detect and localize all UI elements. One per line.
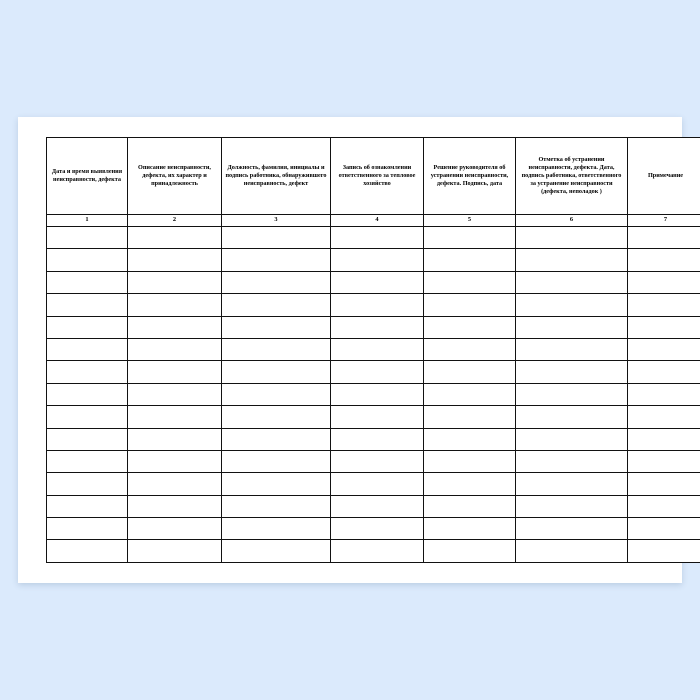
- table-cell[interactable]: [222, 227, 331, 249]
- table-cell[interactable]: [47, 406, 128, 428]
- table-row: [47, 338, 700, 360]
- table-cell[interactable]: [424, 294, 516, 316]
- table-cell[interactable]: [128, 406, 222, 428]
- table-cell[interactable]: [516, 518, 628, 540]
- table-cell[interactable]: [628, 540, 700, 562]
- table-row: [47, 383, 700, 405]
- column-header-resolution-mark: Отметка об устранении неисправности, дефекта. Дата, подпись работника, ответственного за устранение неисправности (дефекта, неполадок ): [516, 138, 628, 215]
- table-row: [47, 316, 700, 338]
- table-cell[interactable]: [628, 383, 700, 405]
- table-cell[interactable]: [222, 271, 331, 293]
- table-cell[interactable]: [222, 361, 331, 383]
- table-cell[interactable]: [628, 249, 700, 271]
- table-cell[interactable]: [516, 227, 628, 249]
- table-cell[interactable]: [222, 495, 331, 517]
- table-cell[interactable]: [331, 316, 424, 338]
- table-row: [47, 271, 700, 293]
- table-cell[interactable]: [222, 383, 331, 405]
- table-cell[interactable]: [628, 271, 700, 293]
- header-row: [47, 138, 700, 215]
- table-cell[interactable]: [128, 473, 222, 495]
- table-cell[interactable]: [516, 294, 628, 316]
- table-cell[interactable]: [222, 249, 331, 271]
- table-cell[interactable]: [331, 383, 424, 405]
- table-row: [47, 361, 700, 383]
- column-header-discoverer: Должность, фамилия, инициалы и подпись работника, обнаружившего неисправность, дефект: [222, 138, 331, 215]
- table-cell[interactable]: [628, 473, 700, 495]
- table-cell[interactable]: [424, 271, 516, 293]
- column-header-manager-decision: Решение руководителя об устранении неисправности, дефекта. Подпись, дата: [424, 138, 516, 215]
- table-cell[interactable]: [128, 495, 222, 517]
- table-cell[interactable]: [628, 518, 700, 540]
- table-cell[interactable]: [47, 227, 128, 249]
- column-header-description: Описание неисправности, дефекта, их характер и принадлежность: [128, 138, 222, 215]
- table-cell[interactable]: [47, 428, 128, 450]
- table-cell[interactable]: [516, 361, 628, 383]
- journal-table-container: [46, 137, 684, 563]
- table-cell[interactable]: [47, 450, 128, 472]
- table-cell[interactable]: [128, 271, 222, 293]
- table-cell[interactable]: [47, 271, 128, 293]
- column-number-5: 5: [424, 215, 516, 227]
- table-cell[interactable]: [222, 518, 331, 540]
- column-number-3: 3: [222, 215, 331, 227]
- table-cell[interactable]: [516, 450, 628, 472]
- table-cell[interactable]: [222, 450, 331, 472]
- table-cell[interactable]: [628, 294, 700, 316]
- table-cell[interactable]: [331, 518, 424, 540]
- table-cell[interactable]: [424, 473, 516, 495]
- table-cell[interactable]: [516, 316, 628, 338]
- table-row: [47, 473, 700, 495]
- table-cell[interactable]: [128, 249, 222, 271]
- table-cell[interactable]: [628, 406, 700, 428]
- table-cell[interactable]: [516, 249, 628, 271]
- table-cell[interactable]: [424, 406, 516, 428]
- table-cell[interactable]: [628, 450, 700, 472]
- table-header: [47, 138, 700, 227]
- table-cell[interactable]: [516, 495, 628, 517]
- table-cell[interactable]: [628, 227, 700, 249]
- table-row: [47, 406, 700, 428]
- table-cell[interactable]: [516, 428, 628, 450]
- table-cell[interactable]: [47, 540, 128, 562]
- table-cell[interactable]: [424, 495, 516, 517]
- table-cell[interactable]: [331, 473, 424, 495]
- table-cell[interactable]: [628, 316, 700, 338]
- table-cell[interactable]: [47, 383, 128, 405]
- table-cell[interactable]: [47, 518, 128, 540]
- table-cell[interactable]: [628, 428, 700, 450]
- journal-table: [46, 137, 700, 563]
- table-cell[interactable]: [128, 361, 222, 383]
- document-page: [18, 117, 682, 583]
- table-cell[interactable]: [424, 249, 516, 271]
- table-cell[interactable]: [331, 450, 424, 472]
- table-cell[interactable]: [222, 428, 331, 450]
- table-cell[interactable]: [331, 338, 424, 360]
- table-cell[interactable]: [47, 338, 128, 360]
- table-cell[interactable]: [331, 495, 424, 517]
- table-cell[interactable]: [222, 406, 331, 428]
- column-header-notes: Примечание: [628, 138, 700, 215]
- table-cell[interactable]: [128, 428, 222, 450]
- table-cell[interactable]: [128, 450, 222, 472]
- table-cell[interactable]: [331, 361, 424, 383]
- table-cell[interactable]: [222, 540, 331, 562]
- table-cell[interactable]: [128, 338, 222, 360]
- table-cell[interactable]: [331, 406, 424, 428]
- table-cell[interactable]: [222, 294, 331, 316]
- table-cell[interactable]: [331, 540, 424, 562]
- column-number-row: [47, 215, 700, 227]
- table-cell[interactable]: [47, 249, 128, 271]
- table-cell[interactable]: [516, 383, 628, 405]
- table-cell[interactable]: [516, 271, 628, 293]
- table-cell[interactable]: [222, 473, 331, 495]
- table-cell[interactable]: [331, 271, 424, 293]
- table-row: [47, 428, 700, 450]
- table-cell[interactable]: [47, 294, 128, 316]
- table-cell[interactable]: [128, 540, 222, 562]
- table-cell[interactable]: [128, 294, 222, 316]
- table-cell[interactable]: [516, 473, 628, 495]
- table-cell[interactable]: [128, 227, 222, 249]
- table-cell[interactable]: [128, 518, 222, 540]
- table-cell[interactable]: [516, 338, 628, 360]
- table-cell[interactable]: [424, 450, 516, 472]
- table-cell[interactable]: [628, 338, 700, 360]
- table-cell[interactable]: [424, 227, 516, 249]
- table-cell[interactable]: [331, 428, 424, 450]
- column-number-4: 4: [331, 215, 424, 227]
- table-cell[interactable]: [47, 495, 128, 517]
- table-cell[interactable]: [331, 249, 424, 271]
- column-header-acknowledgement: Запись об ознакомлении ответственного за тепловое хозяйство: [331, 138, 424, 215]
- table-row: [47, 450, 700, 472]
- table-cell[interactable]: [128, 383, 222, 405]
- table-cell[interactable]: [47, 473, 128, 495]
- table-cell[interactable]: [516, 406, 628, 428]
- table-cell[interactable]: [424, 383, 516, 405]
- table-row: [47, 227, 700, 249]
- column-number-6: 6: [516, 215, 628, 227]
- column-number-1: 1: [47, 215, 128, 227]
- table-cell[interactable]: [424, 540, 516, 562]
- table-cell[interactable]: [628, 361, 700, 383]
- column-number-7: 7: [628, 215, 700, 227]
- column-header-date-time: Дата и время выявления неисправности, дефекта: [47, 138, 128, 215]
- table-cell[interactable]: [222, 316, 331, 338]
- table-cell[interactable]: [424, 361, 516, 383]
- table-cell[interactable]: [47, 361, 128, 383]
- table-cell[interactable]: [424, 338, 516, 360]
- table-cell[interactable]: [222, 338, 331, 360]
- table-cell[interactable]: [331, 227, 424, 249]
- table-cell[interactable]: [128, 316, 222, 338]
- column-number-2: 2: [128, 215, 222, 227]
- table-row: [47, 540, 700, 562]
- table-row: [47, 249, 700, 271]
- table-cell[interactable]: [424, 428, 516, 450]
- table-row: [47, 518, 700, 540]
- table-cell[interactable]: [516, 540, 628, 562]
- table-row: [47, 495, 700, 517]
- table-body: [47, 227, 700, 563]
- table-cell[interactable]: [331, 294, 424, 316]
- table-cell[interactable]: [628, 495, 700, 517]
- table-row: [47, 294, 700, 316]
- table-cell[interactable]: [424, 518, 516, 540]
- table-cell[interactable]: [47, 316, 128, 338]
- table-cell[interactable]: [424, 316, 516, 338]
